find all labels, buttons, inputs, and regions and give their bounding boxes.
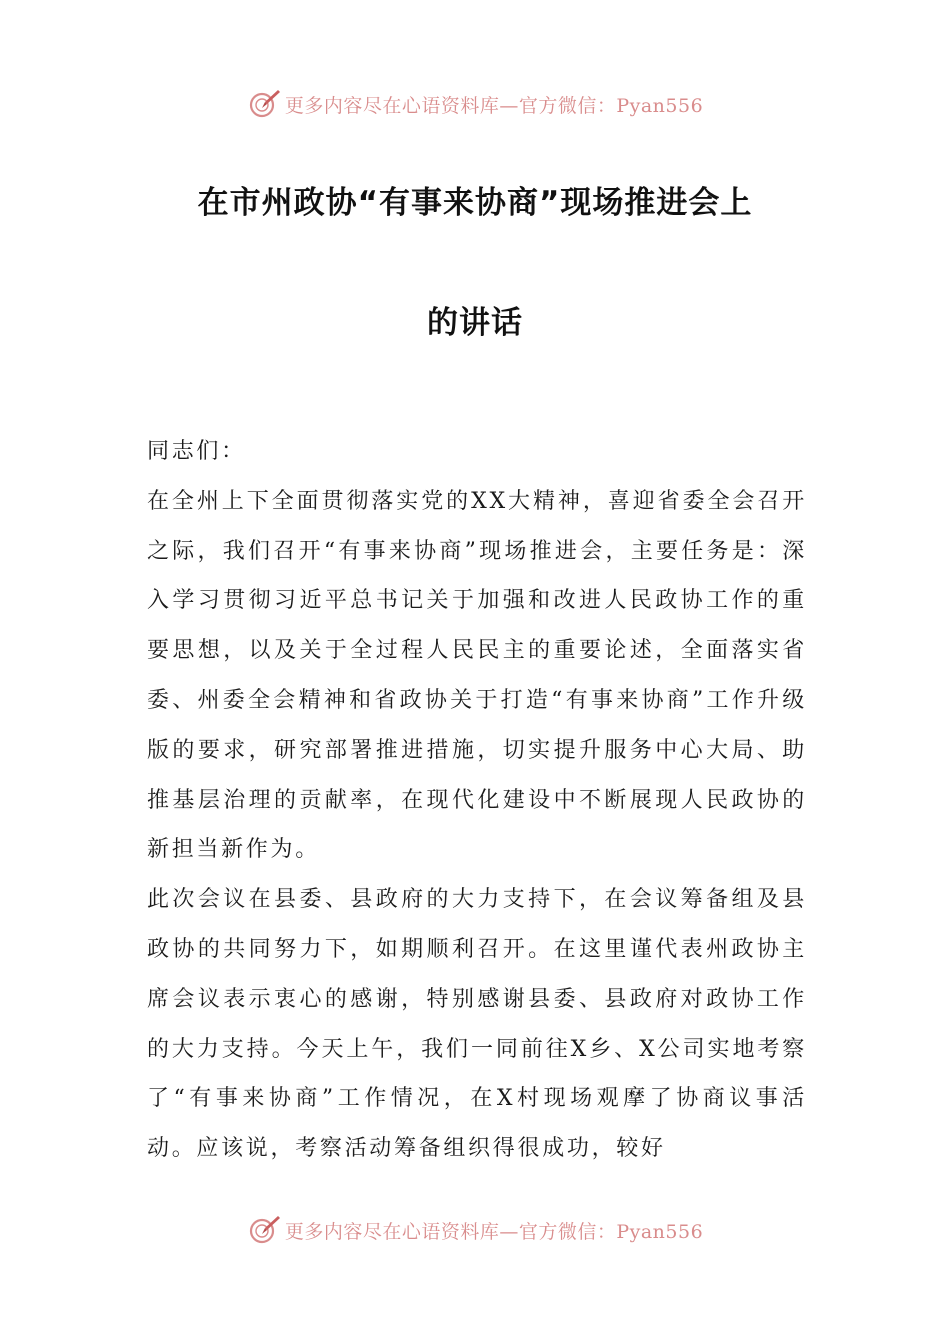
watermark-text: 更多内容尽在心语资料库—官方微信：Pyan556	[284, 94, 704, 117]
pen-circle-logo-icon	[247, 1213, 281, 1247]
document-title-line-2: 的讲话	[427, 305, 523, 341]
document-body	[147, 427, 807, 1174]
greeting-line: 同志们：	[147, 439, 246, 464]
watermark-text: 更多内容尽在心语资料库—官方微信：Pyan556	[284, 1220, 704, 1243]
body-paragraph-1: 在全州上下全面贯彻落实党的XX大精神，喜迎省委全会召开之际，我们召开“有事来协商”现场推进会，主要任务是：深入学习贯彻习近平总书记关于加强和改进人民政协工作的重要思想，以及关于全过程人民民主的重要论述，全面落实省委、州委全会精神和省政协关于打造“有事来协商”工作升级版的要求，研究部署推进措施，切实提升服务中心大局、助推基层治理的贡献率，在现代化建设中不断展现人民政协的新担当新作为。	[147, 488, 807, 863]
document-title-line-1: 在市州政协“有事来协商”现场推进会上	[197, 185, 753, 221]
header-watermark	[0, 84, 950, 124]
pen-circle-logo-icon	[247, 87, 281, 121]
body-paragraph-2: 此次会议在县委、县政府的大力支持下，在会议筹备组及县政协的共同努力下，如期顺利召开。在这里谨代表州政协主席会议表示衷心的感谢，特别感谢县委、县政府对政协工作的大力支持。今天上午，我们一同前往X乡、X公司实地考察了“有事来协商”工作情况，在X村现场观摩了协商议事活动。应该说，考察活动筹备组织得很成功，较好	[147, 887, 807, 1162]
footer-watermark	[0, 1210, 950, 1250]
